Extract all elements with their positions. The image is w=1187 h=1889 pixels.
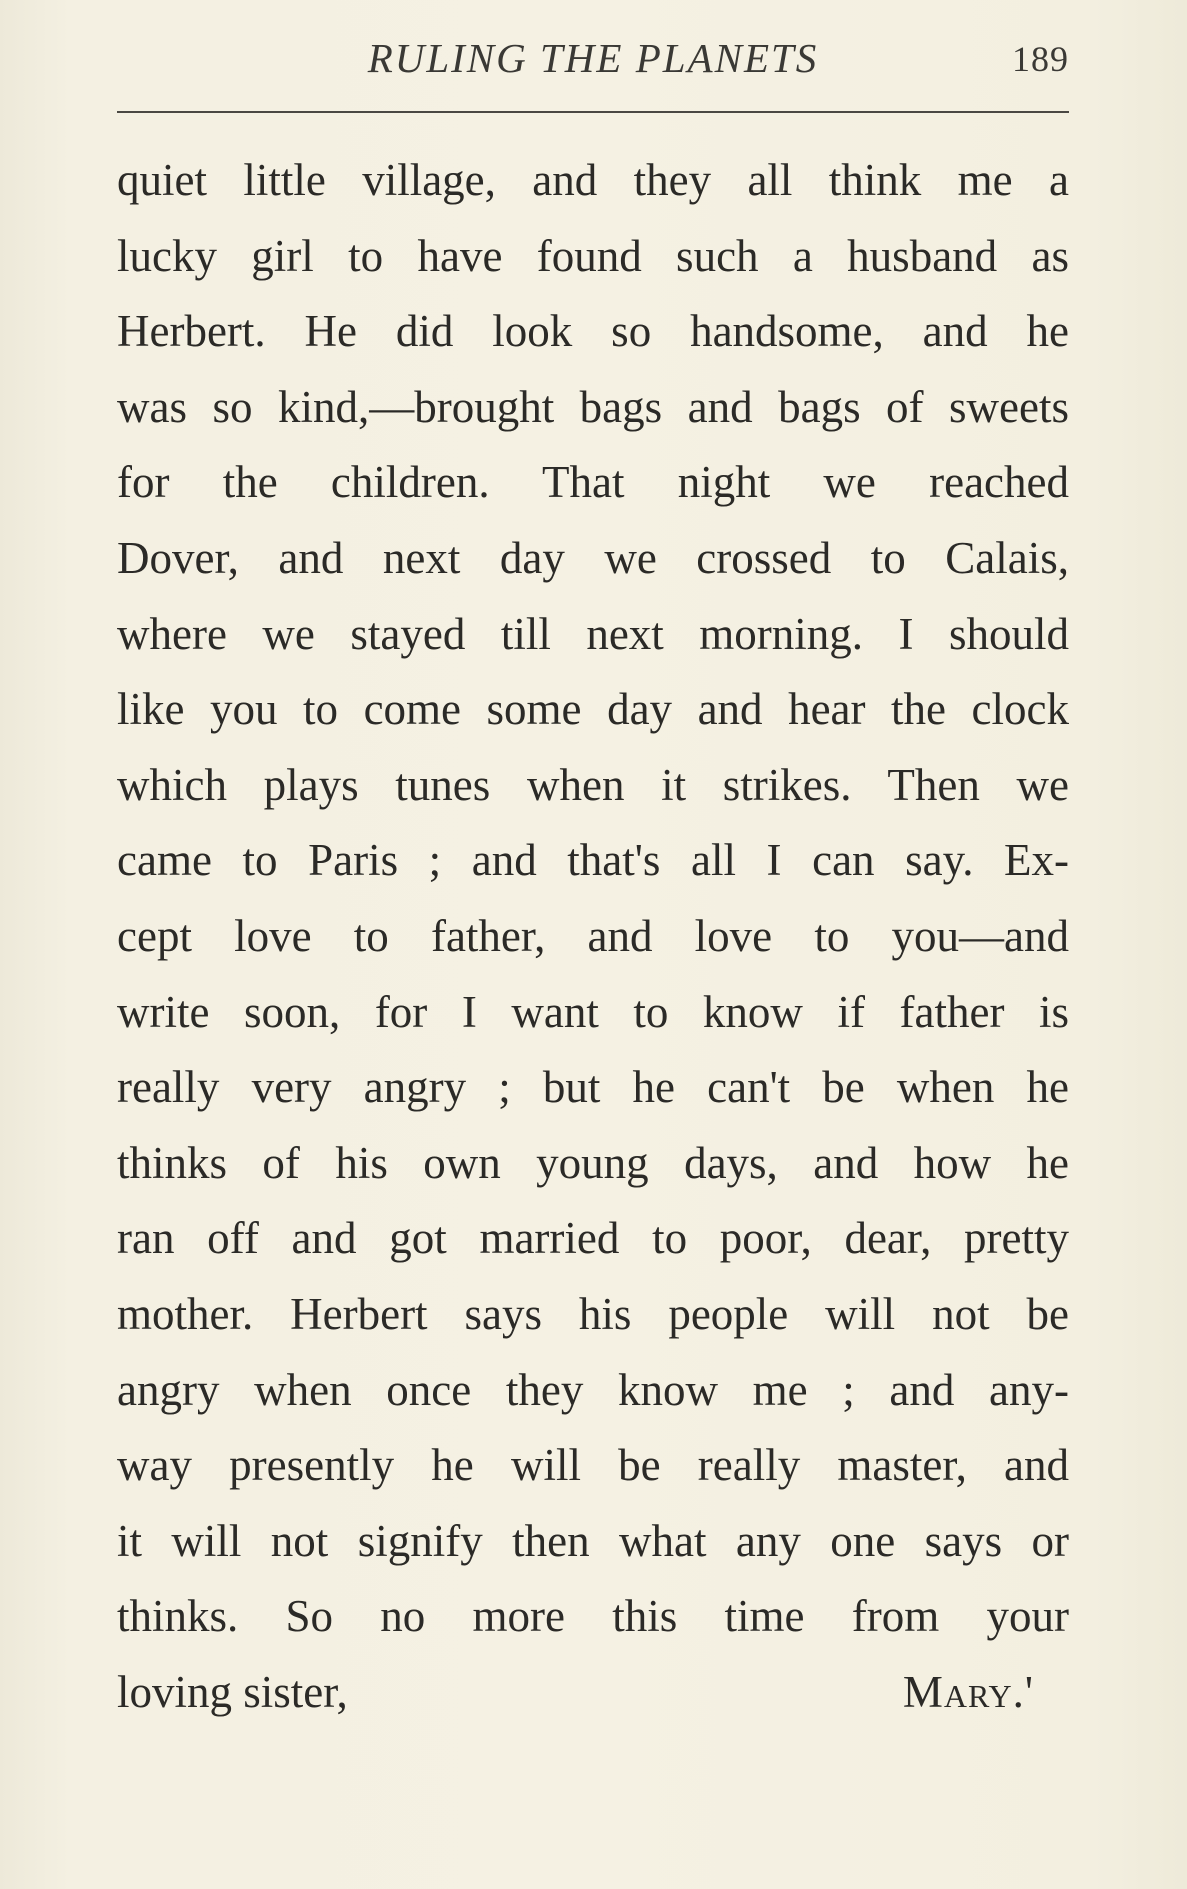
running-title: RULING THE PLANETS bbox=[367, 35, 819, 81]
text-line: way presently he will be really master, and bbox=[117, 1440, 1069, 1491]
text-line: where we stayed till next morning. I should bbox=[117, 608, 1069, 659]
text-line: like you to come some day and hear the clock bbox=[117, 684, 1069, 735]
text-line: lucky girl to have found such a husband as bbox=[117, 230, 1069, 281]
text-line: was so kind,—brought bags and bags of sweets bbox=[117, 381, 1069, 432]
text-line: quiet little village, and they all think me a bbox=[117, 155, 1069, 205]
text-line: ran off and got married to poor, dear, pretty bbox=[117, 1213, 1069, 1264]
text-line: Dover, and next day we crossed to Calais, bbox=[117, 532, 1069, 583]
running-head bbox=[117, 30, 1069, 90]
text-line: write soon, for I want to know if father is bbox=[117, 986, 1069, 1037]
text-line: angry when once they know me ; and any- bbox=[117, 1364, 1069, 1415]
text-line: thinks of his own young days, and how he bbox=[117, 1137, 1069, 1188]
text-line: came to Paris ; and that's all I can say. Ex- bbox=[117, 835, 1069, 886]
text-line: for the children. That night we reached bbox=[117, 457, 1069, 508]
text-line: mother. Herbert says his people will not be bbox=[117, 1288, 1069, 1339]
page-number: 189 bbox=[1012, 39, 1069, 79]
text-line: it will not signify then what any one says or bbox=[117, 1515, 1069, 1566]
header-rule bbox=[117, 111, 1069, 113]
signature: Mary.' bbox=[902, 1666, 1034, 1717]
closing-line bbox=[117, 1662, 1069, 1738]
text-line: Herbert. He did look so handsome, and he bbox=[117, 306, 1069, 357]
text-line: really very angry ; but he can't be when he bbox=[117, 1062, 1069, 1113]
text-line: which plays tunes when it strikes. Then we bbox=[117, 759, 1069, 810]
body-text bbox=[117, 150, 1069, 1737]
text-line: cept love to father, and love to you—and bbox=[117, 910, 1069, 961]
closing-text: loving sister, bbox=[117, 1666, 348, 1717]
text-line: thinks. So no more this time from your bbox=[117, 1591, 1069, 1642]
